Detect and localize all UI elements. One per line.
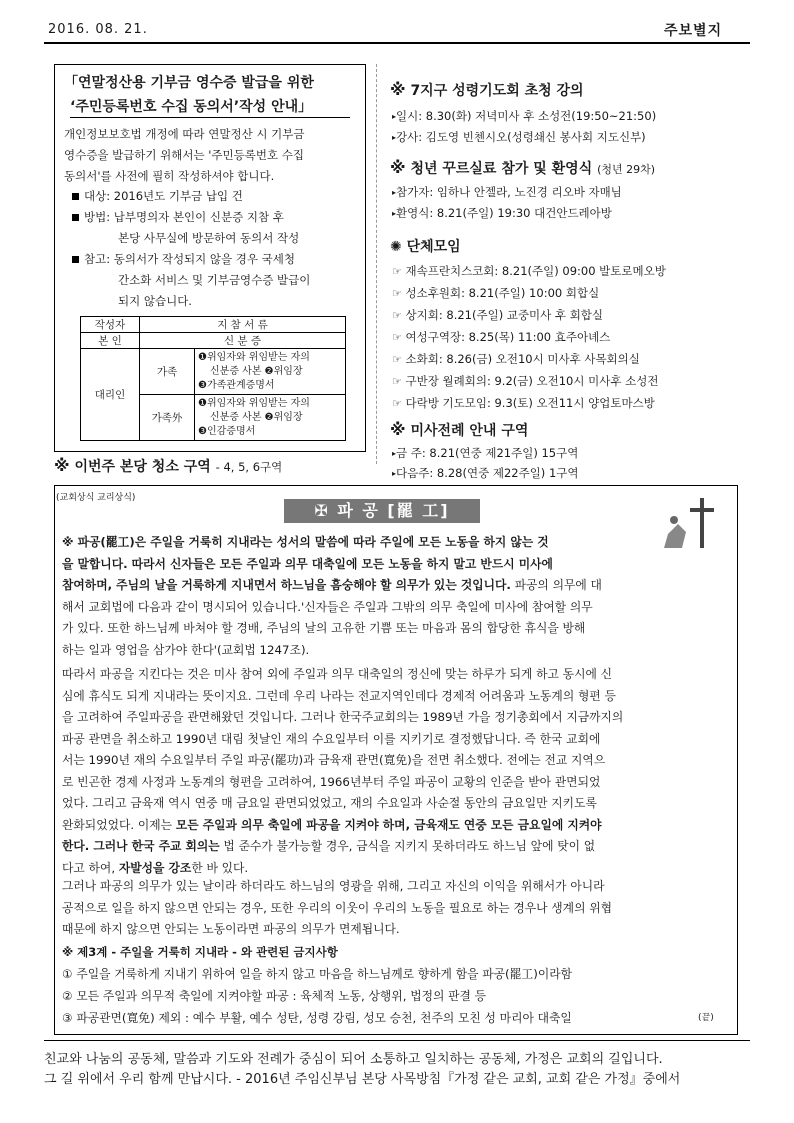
text-run: 참여하며, 주님의 날을 거룩하게 지내면서 하느님을 흠숭해야 할 의무가 있는 것입니다. bbox=[62, 578, 511, 592]
footer-divider bbox=[44, 1040, 750, 1041]
nonfamily-doc-3: ❸인감증명서 bbox=[198, 425, 256, 437]
paragraph2-line bbox=[62, 686, 722, 706]
pointing-hand-icon: ☞ bbox=[392, 353, 402, 366]
paragraph1-line bbox=[62, 575, 722, 595]
paragraph1-line bbox=[62, 554, 722, 574]
group-meeting-item: 여성구역장: 8.25(목) 11:00 효주아녜스 bbox=[405, 330, 611, 344]
bullet-square-icon bbox=[72, 256, 79, 263]
paragraph2-line bbox=[62, 793, 722, 813]
triangle-bullet-icon: ▸ bbox=[392, 469, 397, 478]
group-meeting-line-3 bbox=[392, 307, 603, 323]
group-meeting-line-2 bbox=[392, 285, 599, 301]
paragraph2-line bbox=[62, 729, 722, 749]
text-run: 파공의 의무에 대 bbox=[510, 578, 602, 592]
family-doc-2: 신분증 사본 ❷위임장 bbox=[210, 365, 303, 377]
group-meeting-item: 구반장 월례회의: 9.2(금) 오전10시 미사후 소성전 bbox=[405, 374, 659, 388]
notice-item-note-2: 간소화 서비스 및 기부금영수증 발급이 bbox=[118, 273, 311, 287]
nonfamily-doc-2: 신분증 사본 ❷위임장 bbox=[210, 411, 303, 423]
paragraph1-line bbox=[62, 532, 722, 552]
paragraph2-line bbox=[62, 836, 722, 856]
text-run: 을 고려하여 주일파공을 관면해왔던 것입니다. 그러나 한국주교회의는 1989년 가을 정기총회에서 지금까지의 bbox=[62, 710, 624, 724]
notice-item-method-2: 본당 사무실에 방문하여 동의서 작성 bbox=[118, 231, 300, 245]
text-run: 자발성을 강조 bbox=[118, 860, 192, 875]
prayer-meeting-line-1 bbox=[392, 108, 656, 124]
nonfamily-doc-1: ❶위임자와 위임받는 자의 bbox=[198, 397, 310, 409]
cursillo-sub: (청년 29차) bbox=[597, 163, 656, 176]
paragraph2-line bbox=[62, 858, 722, 878]
paragraph3-line bbox=[62, 898, 722, 918]
text-run: 서는 1990년 재의 수요일부터 주일 파공(罷功)과 금육재 관면(寬免)을 전면 취소했다. 전에는 전교 지역으 bbox=[62, 753, 606, 767]
required-documents-table bbox=[80, 316, 346, 441]
liturgy-line-1 bbox=[392, 445, 578, 461]
pointing-hand-icon: ☞ bbox=[392, 287, 402, 300]
prayer-meeting-line-2 bbox=[392, 129, 646, 145]
text-run: 심에 휴식도 되게 지내라는 뜻이지요. 그런데 우리 나라는 전교지역인데다 경제적 어려움과 노동계의 형편 등 bbox=[62, 688, 616, 703]
text-run: 그러나 파공의 의무가 있는 날이라 하더라도 하느님의 영광을 위해, 그리고 자신의 이익을 위해서가 아니라 bbox=[62, 879, 605, 893]
group-meeting-item: 다락방 기도모임: 9.3(토) 오전11시 양업토마스방 bbox=[405, 396, 655, 410]
paragraph3-line bbox=[62, 876, 722, 896]
asterisk-icon: ※ bbox=[390, 80, 406, 99]
point-1: ① 주일을 거룩하게 지내기 위하여 일을 하지 않고 마음을 하느님께로 향하게 함을 파공(罷工)이라함 bbox=[62, 967, 573, 981]
text-run: 하는 일과 영업을 삼가야 한다'(교회법 1247조). bbox=[62, 642, 310, 657]
group-meeting-item: 소화회: 8.26(금) 오전10시 미사후 사목회의실 bbox=[405, 352, 640, 366]
table-cell-proxy: 대리인 bbox=[81, 349, 140, 441]
paragraph1-line bbox=[62, 618, 722, 638]
group-meeting-title: 단체모임 bbox=[406, 239, 461, 255]
cleaning-title: 이번주 본당 청소 구역 bbox=[74, 459, 211, 475]
text-run: 모든 주일과 의무 축일에 파공을 지켜야 하며, 금육재도 연중 모든 금요일에 지켜야 bbox=[175, 817, 602, 832]
paragraph3-line bbox=[62, 919, 722, 939]
text-run: 때문에 하지 않으면 안되는 노동이라면 파공의 의무가 면제됩니다. bbox=[62, 922, 400, 936]
notice-item-note-1: 참고: 동의서가 작성되지 않을 경우 국세청 bbox=[84, 252, 296, 266]
text-run: 한 바 있다. bbox=[191, 860, 249, 875]
pointing-hand-icon: ☞ bbox=[392, 309, 402, 322]
notice-item-target: 대상: 2016년도 기부금 납입 건 bbox=[84, 189, 243, 203]
text-run: 공적으로 일을 하지 않으면 안되는 경우, 또한 우리의 이웃이 우리의 노동을 필요로 하는 경우나 생계의 위협 bbox=[62, 900, 613, 915]
cursillo-line-1 bbox=[392, 184, 622, 200]
group-meeting-item: 상지회: 8.21(주일) 교중미사 후 회합실 bbox=[405, 308, 604, 322]
prayer-meeting-date: 일시: 8.30(화) 저녁미사 후 소성전(19:50~21:50) bbox=[396, 109, 657, 123]
group-meeting-line-7 bbox=[392, 395, 655, 411]
liturgy-title: 미사전례 안내 구역 bbox=[410, 423, 529, 439]
cleaning-heading bbox=[54, 456, 282, 476]
cursillo-line-2 bbox=[392, 205, 612, 221]
liturgy-this-week: 금 주: 8.21(연중 제21주일) 15구역 bbox=[396, 446, 579, 460]
text-run: 해서 교회법에 다음과 같이 명시되어 있습니다.'신자들은 주일과 그밖의 의무 축일에 미사에 참여할 의무 bbox=[62, 599, 593, 614]
text-run: 파공 관면을 취소하고 1990년 대림 첫날인 재의 수요일부터 이를 지키기로 결정했답니다. 즉 한국 교회에 bbox=[62, 731, 601, 746]
text-run: 따라서 파공을 지킨다는 것은 미사 참여 외에 주일과 의무 대축일의 정신에 맞는 하루가 되게 하고 동시에 신 bbox=[62, 667, 613, 681]
table-cell-nonfamily-docs bbox=[195, 395, 346, 441]
text-run: 을 말합니다. 따라서 신자들은 모든 주일과 의무 대축일에 모든 노동을 하지 말고 반드시 미사에 bbox=[62, 556, 553, 571]
group-meeting-line-5 bbox=[392, 351, 640, 367]
section-cursillo-heading bbox=[390, 158, 655, 178]
footer-line-2: 그 길 위에서 우리 함께 만납시다. - 2016년 주임신부님 본당 사목방침『가정 같은 교회, 교회 같은 가정』중에서 bbox=[44, 1072, 681, 1087]
notice-title-line1: 「연말정산용 기부금 영수증 발급을 위한 bbox=[64, 75, 314, 91]
notice-intro-1: 개인정보보호법 개정에 따라 연말정산 시 기부금 bbox=[64, 127, 305, 141]
table-cell-self: 본 인 bbox=[81, 333, 140, 349]
end-mark: (끝) bbox=[698, 1013, 714, 1023]
paragraph1-line bbox=[62, 640, 722, 660]
cleaning-value: - 4, 5, 6구역 bbox=[215, 460, 283, 474]
section-group-meeting-heading bbox=[390, 236, 461, 256]
group-meeting-item: 성소후원회: 8.21(주일) 10:00 회합실 bbox=[405, 286, 600, 300]
text-run: 가 있다. 또한 하느님께 바쳐야 할 경배, 주님의 날의 고유한 기쁨 또는 마음과 몸의 합당한 휴식을 방해 bbox=[62, 621, 586, 635]
point-2: ② 모든 주일과 의무적 축일에 지켜야할 파공 : 육체적 노동, 상행위, 법정의 판결 등 bbox=[62, 989, 487, 1003]
paegong-banner: ✠ 파 공 [罷 工] bbox=[284, 499, 480, 523]
group-meeting-item: 재속프란치스코회: 8.21(주일) 09:00 발토로메오방 bbox=[405, 264, 666, 278]
paragraph1-line bbox=[62, 597, 722, 617]
bullet-square-icon bbox=[72, 193, 79, 200]
family-doc-3: ❸가족관계증명서 bbox=[198, 379, 275, 391]
catechism-tag: (교회상식 교리상식) bbox=[56, 493, 136, 503]
pointing-hand-icon: ☞ bbox=[392, 331, 402, 344]
bulletin-date: 2016. 08. 21. bbox=[48, 22, 148, 37]
section-prayer-meeting-heading bbox=[390, 80, 584, 100]
pointing-hand-icon: ☞ bbox=[392, 265, 402, 278]
paragraph2-line bbox=[62, 664, 722, 684]
commandment-heading: ※ 제3계 - 주일을 거룩히 지내라 - 와 관련된 금지사항 bbox=[62, 945, 338, 959]
point-3: ③ 파공관면(寬免) 제외 : 예수 부활, 예수 성탄, 성령 강림, 성모 승천, 천주의 모친 성 마리아 대축일 bbox=[62, 1011, 572, 1025]
pointing-hand-icon: ☞ bbox=[392, 375, 402, 388]
text-run: 었다. 그리고 금육재 역시 연중 매 금요일 관면되었었고, 재의 수요일과 사순절 동안의 금요일만 지키도록 bbox=[62, 796, 597, 810]
triangle-bullet-icon: ▸ bbox=[392, 133, 397, 142]
bullet-square-icon bbox=[72, 214, 79, 221]
triangle-bullet-icon: ▸ bbox=[392, 449, 397, 458]
asterisk-icon: ※ bbox=[390, 420, 406, 439]
text-run: 법 준수가 불가능할 경우, 금식을 지키지 못하더라도 하느님 앞에 탓이 없 bbox=[219, 839, 596, 853]
notice-intro-2: 영수증을 발급하기 위해서는 '주민등록번호 수집 bbox=[64, 148, 304, 162]
triangle-bullet-icon: ▸ bbox=[392, 188, 397, 197]
bulletin-title: 주보별지 bbox=[664, 23, 723, 39]
table-header-docs: 지 참 서 류 bbox=[140, 317, 346, 333]
section-liturgy-heading bbox=[390, 420, 528, 440]
text-run: 한다. 그러나 한국 주교 회의는 bbox=[62, 839, 220, 853]
cursillo-title: 청년 꾸르실료 참가 및 환영식 bbox=[410, 161, 593, 177]
column-divider bbox=[376, 64, 377, 464]
prayer-meeting-lecturer: 강사: 김도영 빈첸시오(성령쇄신 봉사회 지도신부) bbox=[396, 130, 646, 144]
pointing-hand-icon: ☞ bbox=[392, 397, 402, 410]
notice-item-method-1: 방법: 납부명의자 본인이 신분증 지참 후 bbox=[84, 210, 284, 224]
table-cell-family-docs bbox=[195, 349, 346, 395]
asterisk-icon: ※ bbox=[390, 158, 406, 177]
paragraph2-line bbox=[62, 750, 722, 770]
triangle-bullet-icon: ▸ bbox=[392, 112, 397, 121]
text-run: 완화되었었다. 이제는 bbox=[62, 817, 176, 832]
liturgy-next-week: 다음주: 8.28(연중 제22주일) 1구역 bbox=[396, 466, 579, 480]
notice-intro-3: 동의서'를 사전에 필히 작성하셔야 합니다. bbox=[64, 169, 275, 183]
paragraph2-line bbox=[62, 815, 722, 835]
table-cell-nonfamily: 가족外 bbox=[140, 395, 195, 441]
asterisk-icon: ※ bbox=[54, 456, 70, 475]
family-doc-1: ❶위임자와 위임받는 자의 bbox=[198, 351, 310, 363]
text-run: ※ 파공(罷工)은 주일을 거룩히 지내라는 성서의 말씀에 따라 주일에 모든 노동을 하지 않는 것 bbox=[62, 535, 549, 549]
triangle-bullet-icon: ▸ bbox=[392, 209, 397, 218]
text-run: 로 빈곤한 경제 사정과 노동계의 형편을 고려하여, 1966년부터 주일 파공이 교황의 인준을 받아 관면되었 bbox=[62, 774, 601, 789]
paragraph2-line bbox=[62, 772, 722, 792]
sunburst-icon: ✺ bbox=[390, 239, 402, 255]
table-cell-id-card: 신 분 증 bbox=[140, 333, 346, 349]
notice-item-note-3: 되지 않습니다. bbox=[118, 294, 192, 308]
footer-line-1: 친교와 나눔의 공동체, 말씀과 기도와 전례가 중심이 되어 소통하고 일치하는 공동체, 가정은 교회의 길입니다. bbox=[44, 1052, 663, 1067]
header-divider bbox=[44, 42, 750, 44]
table-cell-family: 가족 bbox=[140, 349, 195, 395]
table-header-writer: 작성자 bbox=[81, 317, 140, 333]
notice-title-line2: ‘주민등록번호 수집 동의서’작성 안내」 bbox=[70, 99, 313, 115]
prayer-meeting-title: 7지구 성령기도회 초청 강의 bbox=[410, 83, 584, 99]
notice-title-underline bbox=[70, 117, 350, 118]
paragraph2-line bbox=[62, 707, 722, 727]
liturgy-line-2 bbox=[392, 465, 578, 481]
group-meeting-line-1 bbox=[392, 263, 666, 279]
group-meeting-line-6 bbox=[392, 373, 658, 389]
text-run: 다고 하여, bbox=[62, 860, 119, 875]
cursillo-participants: 참가자: 임하나 안젤라, 노진경 리오바 자매님 bbox=[396, 185, 622, 199]
cursillo-welcome: 환영식: 8.21(주일) 19:30 대건안드레아방 bbox=[396, 206, 612, 220]
group-meeting-line-4 bbox=[392, 329, 610, 345]
